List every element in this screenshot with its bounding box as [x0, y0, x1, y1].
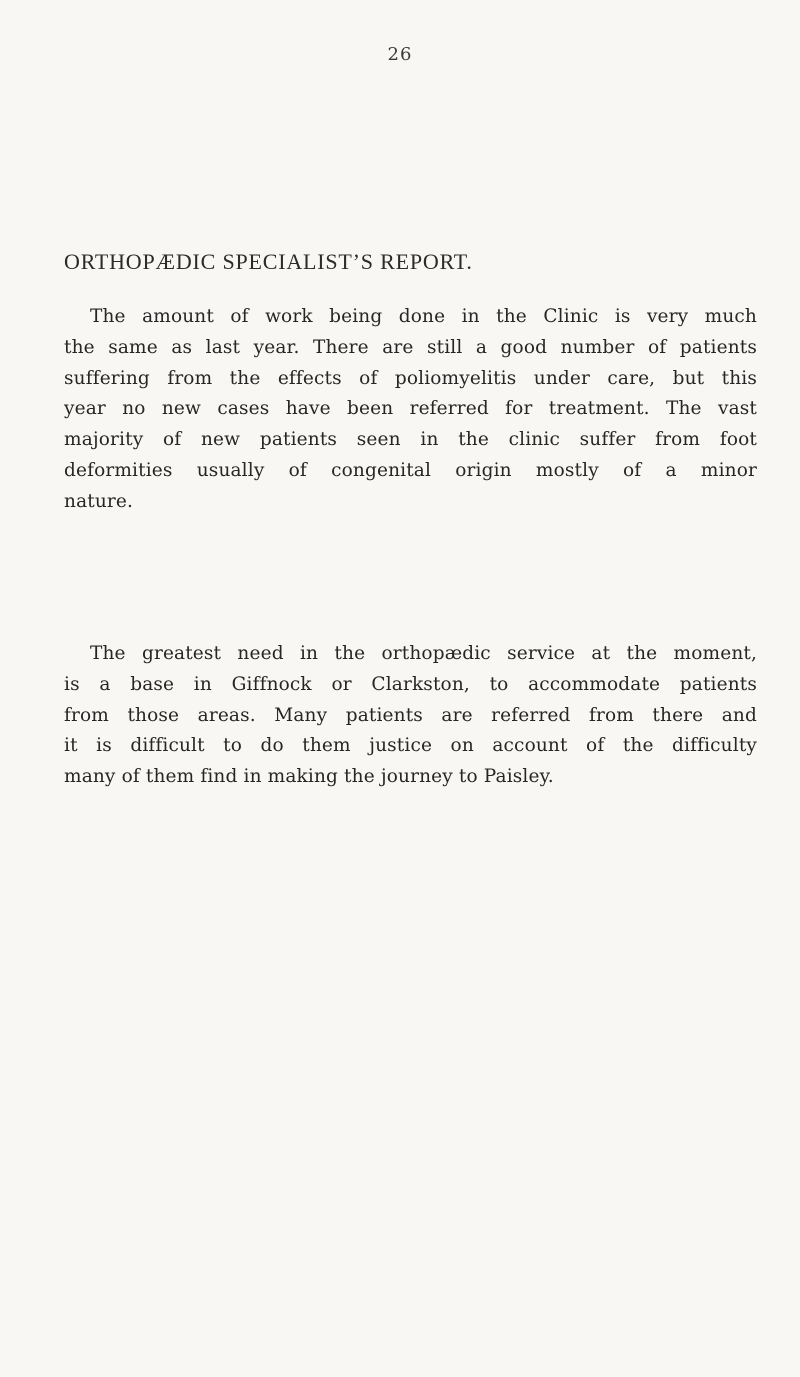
paragraph-line: many of them find in making the journey to Paisley.: [64, 766, 554, 788]
report-title: ORTHOPÆDIC SPECIALIST’S REPORT.: [64, 249, 473, 274]
page-number: 26: [387, 44, 413, 65]
paragraph-line: it is difficult to do them justice on account of the difficulty: [64, 735, 757, 757]
paragraph-line: The greatest need in the orthopædic service at the moment,: [90, 643, 757, 664]
paragraph-line: nature.: [64, 490, 134, 512]
paragraph-line: the same as last year. There are still a good number of patients: [64, 336, 757, 358]
paragraph-line: majority of new patients seen in the clinic suffer from foot: [64, 429, 757, 451]
paragraph-line: is a base in Giffnock or Clarkston, to accommodate patients: [64, 673, 757, 695]
paragraph-line: suffering from the effects of poliomyelitis under care, but this: [64, 367, 757, 389]
paragraph-line: year no new cases have been referred for treatment. The vast: [64, 398, 757, 420]
paragraph-line: The amount of work being done in the Clinic is very much: [90, 306, 757, 327]
paragraph-service-need: [64, 639, 757, 793]
paragraph-line: from those areas. Many patients are referred from there and: [64, 704, 757, 726]
paragraph-line: deformities usually of congenital origin mostly of a minor: [64, 459, 757, 481]
paragraph-work-amount: [64, 302, 757, 518]
